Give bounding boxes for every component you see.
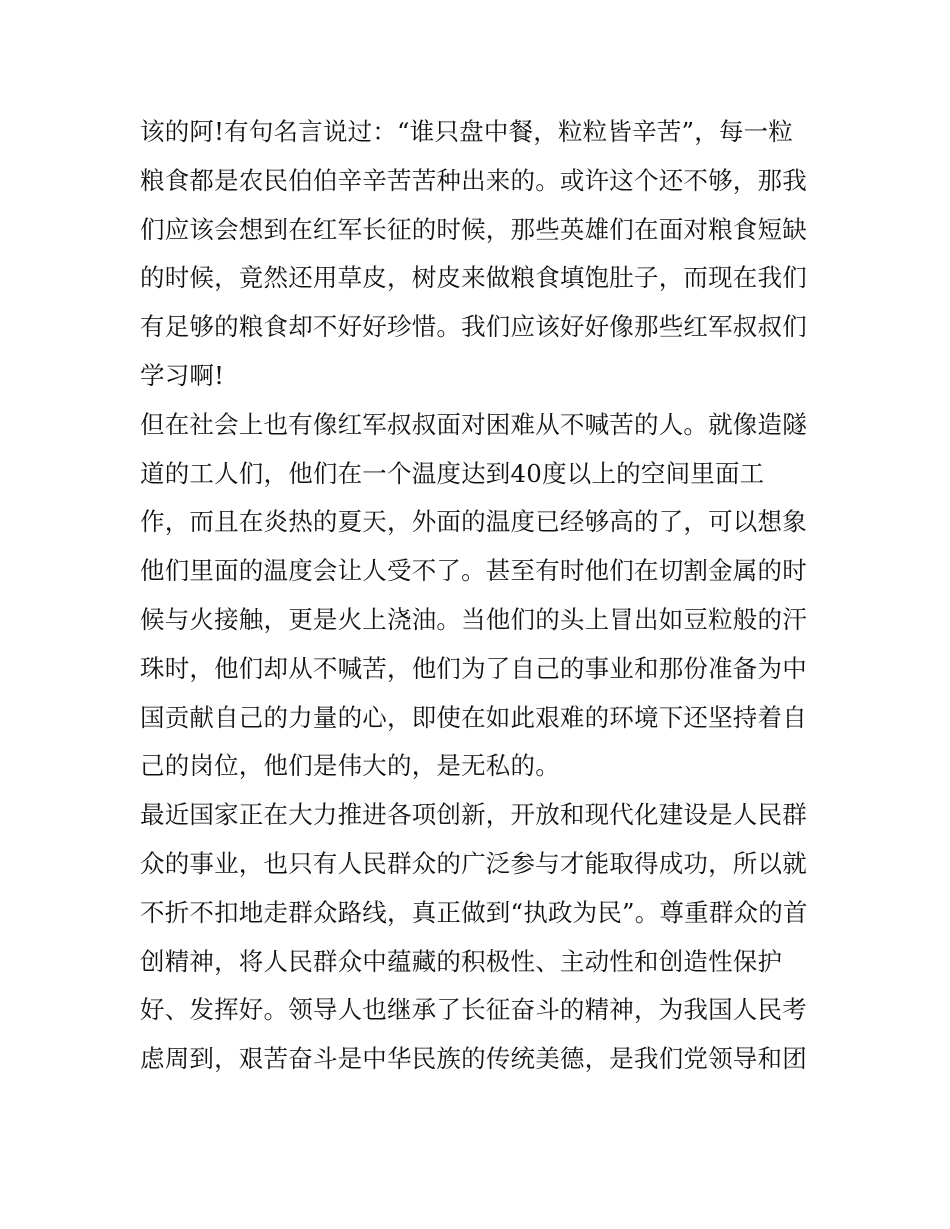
- text-line: 虑周到，艰苦奋斗是中华民族的传统美德，是我们党领导和团: [140, 1044, 807, 1074]
- text-line: 不折不扣地走群众路线，真正做到“执政为民”。尊重群众的首: [140, 897, 808, 927]
- text-line: 粮食都是农民伯伯辛辛苦苦种出来的。或许这个还不够，那我: [140, 165, 807, 195]
- text-line: 国贡献自己的力量的心，即使在如此艰难的环境下还坚持着自: [140, 702, 807, 732]
- text-line: 珠时，他们却从不喊苦，他们为了自己的事业和那份准备为中: [140, 653, 807, 683]
- text-line: 候与火接触，更是火上浇油。当他们的头上冒出如豆粒般的汗: [140, 604, 807, 634]
- text-line: 的时候，竟然还用草皮，树皮来做粮食填饱肚子，而现在我们: [140, 263, 807, 293]
- text-line: 创精神，将人民群众中蕴藏的积极性、主动性和创造性保护: [140, 946, 783, 976]
- text-line: 作，而且在炎热的夏天，外面的温度已经够高的了，可以想象: [140, 507, 807, 537]
- text-line: 最近国家正在大力推进各项创新，开放和现代化建设是人民群: [140, 800, 807, 830]
- text-line: 有足够的粮食却不好好珍惜。我们应该好好像那些红军叔叔们: [140, 312, 807, 342]
- text-line: 们应该会想到在红军长征的时候，那些英雄们在面对粮食短缺: [140, 214, 807, 244]
- text-line: 学习啊!: [140, 360, 225, 390]
- body-text: [140, 108, 820, 1084]
- text-line: 好、发挥好。领导人也继承了长征奋斗的精神，为我国人民考: [140, 995, 807, 1025]
- text-line: 己的岗位，他们是伟大的，是无私的。: [140, 751, 560, 781]
- text-line: 道的工人们，他们在一个温度达到40度以上的空间里面工: [140, 458, 765, 488]
- text-line: 该的阿!有句名言说过：“谁只盘中餐，粒粒皆辛苦”，每一粒: [140, 117, 793, 146]
- text-line: 众的事业，也只有人民群众的广泛参与才能取得成功，所以就: [140, 848, 807, 878]
- text-line: 但在社会上也有像红军叔叔面对困难从不喊苦的人。就像造隧: [140, 409, 807, 439]
- text-line: 他们里面的温度会让人受不了。甚至有时他们在切割金属的时: [140, 556, 807, 586]
